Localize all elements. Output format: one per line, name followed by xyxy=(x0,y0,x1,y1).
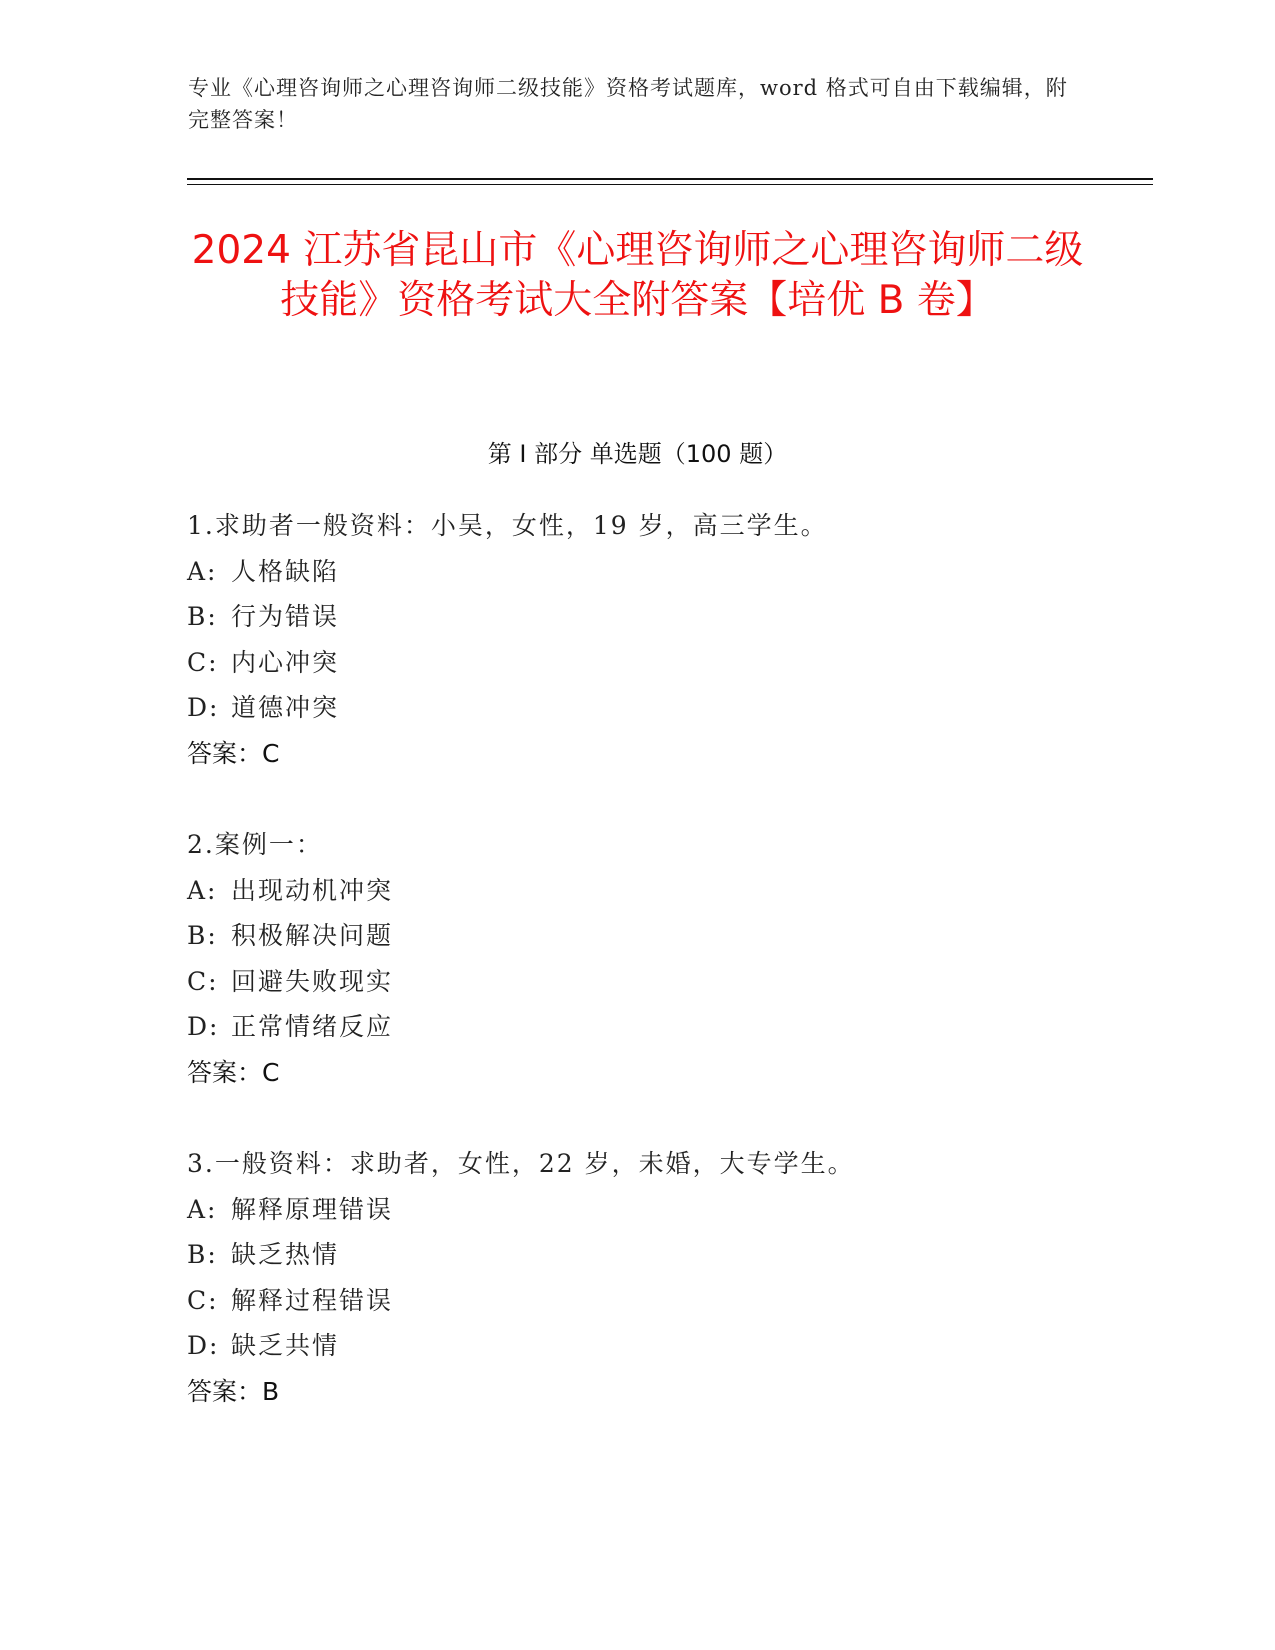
option-letter: D: xyxy=(187,1012,220,1041)
option-c xyxy=(187,959,1087,1005)
option-text: 人格缺陷 xyxy=(231,556,340,586)
option-b xyxy=(187,594,1087,640)
option-letter: A: xyxy=(187,556,218,586)
section-heading: 第 I 部分 单选题（100 题） xyxy=(487,440,788,468)
option-text: 解释原理错误 xyxy=(231,1194,394,1224)
document-title: 2024 江苏省昆山市《心理咨询师之心理咨询师二级技能》资格考试大全附答案【培优 B 卷】 xyxy=(191,228,1084,323)
option-text: 缺乏热情 xyxy=(231,1240,340,1269)
option-c xyxy=(187,640,1087,686)
answer: 答案：B xyxy=(187,1376,280,1406)
option-text: 回避失败现实 xyxy=(231,966,394,996)
option-d xyxy=(187,685,1087,731)
header-rule-thin xyxy=(187,184,1153,185)
option-d xyxy=(187,1323,1087,1369)
question-stem: 3.一般资料：求助者，女性，22 岁，未婚，大专学生。 xyxy=(187,1149,855,1178)
question-2 xyxy=(187,822,1087,1095)
answer: 答案：C xyxy=(187,738,280,768)
option-letter: A: xyxy=(187,1194,218,1224)
option-text: 道德冲突 xyxy=(231,693,340,722)
question-3 xyxy=(187,1141,1087,1414)
option-letter: C: xyxy=(187,966,219,996)
option-letter: D: xyxy=(187,1331,220,1360)
option-letter: B: xyxy=(187,1240,218,1269)
option-text: 出现动机冲突 xyxy=(231,875,394,905)
option-text: 解释过程错误 xyxy=(231,1285,394,1315)
option-text: 缺乏共情 xyxy=(231,1331,340,1360)
header-note: 专业《心理咨询师之心理咨询师二级技能》资格考试题库，word 格式可自由下载编辑，附完整答案！ xyxy=(188,76,1068,132)
option-a xyxy=(187,549,1087,595)
option-letter: D: xyxy=(187,693,220,722)
option-d xyxy=(187,1004,1087,1050)
question-stem: 1.求助者一般资料：小吴，女性，19 岁，高三学生。 xyxy=(187,511,828,540)
option-c xyxy=(187,1278,1087,1324)
option-letter: B: xyxy=(187,921,218,950)
question-stem: 2.案例一： xyxy=(187,830,323,859)
option-letter: C: xyxy=(187,1285,219,1315)
option-a xyxy=(187,868,1087,914)
option-a xyxy=(187,1187,1087,1233)
option-letter: A: xyxy=(187,875,218,905)
option-text: 内心冲突 xyxy=(231,647,340,677)
header-rule-thick xyxy=(187,178,1153,180)
answer: 答案：C xyxy=(187,1057,280,1087)
option-text: 正常情绪反应 xyxy=(231,1012,394,1041)
option-b xyxy=(187,913,1087,959)
option-text: 积极解决问题 xyxy=(231,921,394,950)
option-letter: B: xyxy=(187,602,218,631)
option-b xyxy=(187,1232,1087,1278)
option-text: 行为错误 xyxy=(231,602,340,631)
option-letter: C: xyxy=(187,647,219,677)
question-1 xyxy=(187,503,1087,776)
